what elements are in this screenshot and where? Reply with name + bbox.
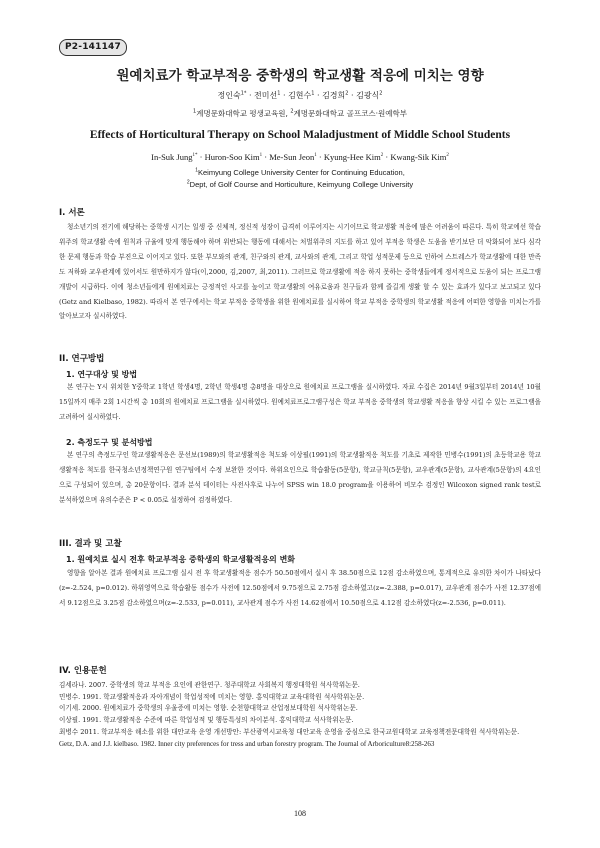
subsection-heading-change: 1. 원예치료 실시 전후 학교부적응 중학생의 학교생활적응의 변화 <box>66 555 296 564</box>
author-sup: 2 <box>379 90 383 97</box>
title-korean: 원예치료가 학교부적응 중학생의 학교생활 적응에 미치는 영향 <box>116 68 484 84</box>
author-sep: · <box>246 91 255 100</box>
methods-measures-paragraph <box>59 448 541 508</box>
intro-paragraph <box>59 220 541 324</box>
page-number: 108 <box>294 809 306 818</box>
reference-list <box>59 680 541 750</box>
affiliation-text: 계명문화대학교 평생교육원, <box>196 109 288 118</box>
author-sep: · <box>316 152 324 162</box>
affiliation-text: Dept, of Golf Course and Horticulture, Keimyung College University <box>189 180 414 189</box>
author-name: Me-Sun Jeon <box>269 152 315 162</box>
intro-text: 청소년기의 전기에 해당하는 중학생 시기는 일생 중 신체적, 정신적 성장이 급격히 이루어지는 시기이므로 학교생활 적응에 많은 어려움이 따른다. 특히 학교에선 학습위주의 학교생활 속에 원칙과 규율에 맞게 행동해야 하며 위반되는 행동에 대해서는 처벌위주의 지도를 하고 있어 부적응 학생은 도움을 받기보단 더 악화되어 보다 심각한 문제 행동과 학습 부진으로 이어지고 있다. 또한 부모와의 관계, 친구와의 관계, 교사와의 관계, 그리고 학업 성적문제 등으로 인하여 스트레스가 학교생활에 대한 만족도 저하와 교우관계에 있어서도 원만하지가 않다(이,2000, 김,2007, 최,2011). 그러므로 학교생활에 적응 하지 못하는 중학생들에게 정서적으로 도움이 되는 프로그램 개발이 시급하다. 이에 청소년들에게 원예치료는 긍정적인 사고를 높이고 학교생활의 여유로움과 친구들과 함께 즐길게 생활 할 수 있는 효과가 있다고 보고되고 있다(Getz and Kielbaso, 1982). 따라서 본 연구에서는 학교 부적응 중학생을 위한 원예치료를 실시하여 학교 부적응 중학생의 학교생활 적응에 어떠한 영향을 미치는가를 알아보고자 실시하였다. <box>59 223 541 321</box>
section-heading-references: IV. 인용문헌 <box>59 666 107 676</box>
author-name: Kwang-Sik Kim <box>390 152 447 162</box>
author-name: 김현수 <box>288 91 312 100</box>
results-paragraph <box>59 566 541 611</box>
subsection-heading-subjects: 1. 연구대상 및 방법 <box>66 370 138 379</box>
author-name: 전미선 <box>254 91 278 100</box>
author-sup: 1 <box>259 153 263 159</box>
affiliation-sup: 1 <box>195 167 198 174</box>
affiliation-english-2 <box>0 180 600 189</box>
author-sep: · <box>348 91 357 100</box>
affiliation-sup: 2 <box>290 108 294 115</box>
reference-item: 이상필. 1991. 학교생활적응 수준에 따른 학업성적 및 행동특성의 차이분석. 홍익대학교 석사학위논문. <box>59 716 354 725</box>
author-sep: · <box>280 91 289 100</box>
poster-id-badge: P2-141147 <box>59 39 127 56</box>
author-sup: 2 <box>380 153 384 159</box>
author-sep: · <box>383 152 391 162</box>
results-text: 영향을 알아본 결과 원예치료 프로그램 실시 전 후 학교생활적응 점수가 50.50점에서 실시 후 38.50점으로 12점 감소하였으며, 통계적으로 유의한 차이가 나타났다(z=-2.524, p=0.012). 하위영역으로 학습활동 점수가 사전에 12.50점에서 9.75점으로 2.75점 감소하였고(z=-2.388, p=0.017), 교우관계 점수가 사전 12.37점에서 9.12점으로 3.25점 감소하였으며(z=-2.533, p=0.011), 교사관계 점수가 사전 14.62점에서 10.50점으로 4.12점 감소하였다(z=-2.536, p=0.011). <box>59 569 541 607</box>
reference-item: 민병수. 1991. 학교생활적응과 자아개념이 학업성적에 미치는 영향. 홍익대학교 교육대학원 석사학위논문. <box>59 692 365 701</box>
author-sup: 1* <box>240 90 247 97</box>
author-sup: 1 <box>277 90 281 97</box>
authors-korean <box>0 90 600 101</box>
methods-measures-text: 본 연구의 측정도구인 학교생활적응은 문선보(1989)의 학교생활적응 척도와 이상필(1991)의 학교생활적응 척도를 기초로 제작한 민병수(1991)의 초등학교용 학교생활적응 척도를 한국청소년정책연구원 연구팀에서 수정 보완한 것이다. 하위요인으로 학습활동(5문항), 학교규칙(5문항), 교우관계(5문항), 교사관계(5문항)의 4요인으로 구성되어 있으며, 총 20문항이다. 결과 분석 데이터는 사전사후로 나누어 SPSS win 18.0 program을 이용하여 비모수 검정인 Wilcoxon signed rank test로 분석하였으며 유의수준은 P < 0.05로 설정하여 검정하였다. <box>59 451 541 504</box>
affiliation-text: 계명문화대학교 골프코스·원예학부 <box>293 109 407 118</box>
author-name: 김경희 <box>322 91 346 100</box>
reference-item: 김세라나. 2007. 중학생의 학교 부적응 요인에 관한연구. 청주대학교 사회복지 행정대학원 석사학위논문. <box>59 681 360 689</box>
author-sup: 2 <box>446 153 449 159</box>
affiliation-sup: 2 <box>186 179 190 186</box>
section-heading-methods: II. 연구방법 <box>59 354 105 364</box>
author-sup: 1* <box>192 153 198 159</box>
subsection-heading-measures: 2. 측정도구 및 분석방법 <box>66 438 153 447</box>
affiliation-korean <box>0 108 600 119</box>
author-name: 정인숙 <box>217 91 241 100</box>
methods-subjects-paragraph <box>59 380 541 425</box>
section-heading-intro: I. 서론 <box>59 208 85 218</box>
author-sup: 1 <box>311 90 315 97</box>
author-sep: · <box>314 91 323 100</box>
title-english: Effects of Horticultural Therapy on School Maladjustment of Middle School Students <box>89 129 511 141</box>
author-name: Kyung-Hee Kim <box>323 152 381 162</box>
reference-item-english: Getz, D.A. and J.J. kielbaso. 1982. Inner city preferences for tress and urban forestry program. The Journal of Arboriculture8:258-263 <box>59 739 435 748</box>
affiliation-sup: 1 <box>193 108 197 115</box>
affiliation-text: Keimyung College University Center for Continuing Education, <box>198 168 405 177</box>
methods-subjects-text: 본 연구는 Y시 위치한 Y중학교 1학년 학생4명, 2학년 학생4명 총8명을 대상으로 원예치료 프로그램을 실시하였다. 자료 수집은 2014년 9월3일부터 2014년 10월15일까지 매주 2회 1시간씩 총 10회의 원예치료 프로그램을 실시하였다. 원예치료프로그램구성은 학교 부적응 중학생의 학교생활 적응을 향상 시킬 수 있는 프로그램을 고려하여 실시하였다. <box>59 383 541 421</box>
author-sep: · <box>197 152 205 162</box>
author-sup: 2 <box>345 90 349 97</box>
author-name: 김광식 <box>356 91 380 100</box>
author-sup: 1 <box>314 153 317 159</box>
reference-item: 이기세. 2000. 원예치료가 중학생의 우울증에 미치는 영향. 순천향대학교 산업정보대학원 석사학위논문. <box>59 704 358 713</box>
author-name: In-Suk Jung <box>151 152 193 162</box>
reference-item: 최병수 2011. 학교부적응 해소를 위한 대안교육 운영 개선방안: 부산광역시교육청 대안교육 운영을 중심으로 한국교원대학교 교육정책전문대학원 석사학위논문. <box>59 727 520 736</box>
author-name: Huron-Soo Kim <box>204 152 260 162</box>
authors-english <box>0 152 600 162</box>
affiliation-english-1 <box>0 168 600 177</box>
section-heading-results: III. 결과 및 고찰 <box>59 539 122 549</box>
author-sep: · <box>262 152 270 162</box>
